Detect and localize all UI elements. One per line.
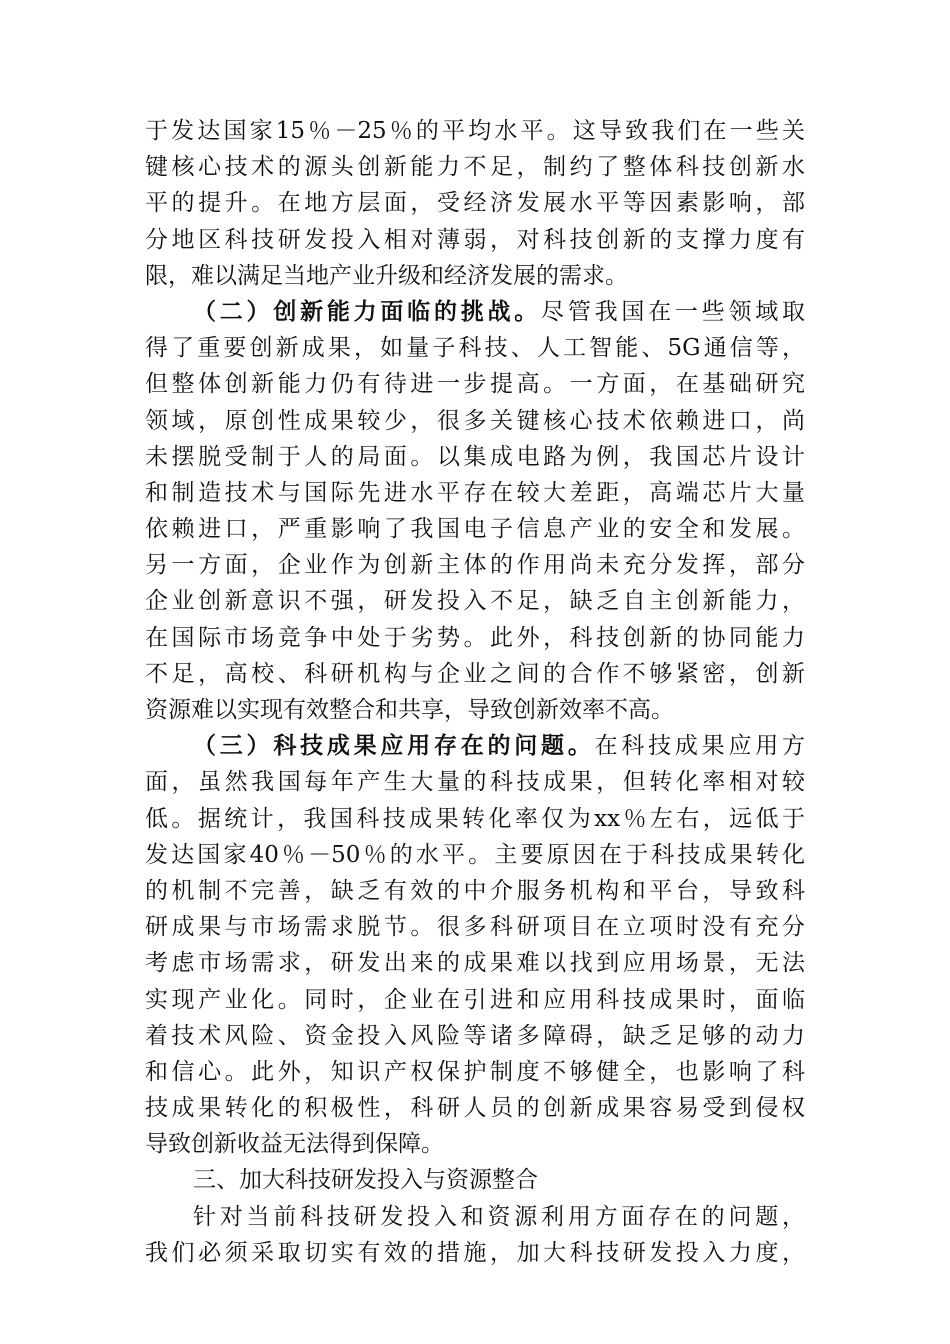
- text-line: [145, 728, 805, 764]
- text-line: 但整体创新能力仍有待进一步提高。一方面，在基础研究: [145, 371, 805, 398]
- text-span: 在科技成果应用方: [594, 733, 806, 760]
- text-line: 键核心技术的源头创新能力不足，制约了整体科技创新水: [145, 154, 805, 181]
- text-line: 发达国家40％－50％的水平。主要原因在于科技成果转化: [145, 841, 805, 868]
- text-line: 和制造技术与国际先进水平存在较大差距，高端芯片大量: [145, 479, 805, 506]
- text-line: 的机制不完善，缺乏有效的中介服务机构和平台，导致科: [145, 877, 805, 904]
- text-line: 于发达国家15％－25％的平均水平。这导致我们在一些关: [145, 118, 805, 144]
- document-body: [145, 113, 805, 1271]
- text-line: 企业创新意识不强，研发投入不足，缺乏自主创新能力，: [145, 588, 805, 615]
- subsection-heading: （二）创新能力面临的挑战。: [193, 297, 542, 325]
- text-line: 另一方面，企业作为创新主体的作用尚未充分发挥，部分: [145, 552, 805, 579]
- text-line: 在国际市场竞争中处于劣势。此外，科技创新的协同能力: [145, 624, 805, 651]
- text-line: [145, 294, 805, 330]
- paragraph-4: [145, 1199, 805, 1271]
- text-line: 低。据统计，我国科技成果转化率仅为xx％左右，远低于: [145, 805, 805, 832]
- subsection-heading: （三）科技成果应用存在的问题。: [193, 732, 595, 760]
- text-line: 我们必须采取切实有效的措施，加大科技研发投入力度，: [145, 1239, 805, 1266]
- text-line: 分地区科技研发投入相对薄弱，对科技创新的支撑力度有: [145, 226, 805, 253]
- text-line: 针对当前科技研发投入和资源利用方面存在的问题，: [193, 1203, 805, 1230]
- text-line: 平的提升。在地方层面，受经济发展水平等因素影响，部: [145, 190, 805, 217]
- text-line: 实现产业化。同时，企业在引进和应用科技成果时，面临: [145, 986, 805, 1013]
- text-line: 限，难以满足当地产业升级和经济发展的需求。: [145, 262, 628, 289]
- text-line: 技成果转化的积极性，科研人员的创新成果容易受到侵权: [145, 1095, 805, 1122]
- section-heading: 三、加大科技研发投入与资源整合: [193, 1167, 538, 1194]
- paragraph-1: [145, 113, 805, 294]
- text-line: 资源难以实现有效整合和共享，导致创新效率不高。: [145, 697, 674, 723]
- text-line: 依赖进口，严重影响了我国电子信息产业的安全和发展。: [145, 516, 805, 543]
- text-line: 和信心。此外，知识产权保护制度不够健全，也影响了科: [145, 1058, 805, 1085]
- text-line: 得了重要创新成果，如量子科技、人工智能、5G通信等，: [145, 335, 805, 362]
- text-span: 尽管我国在一些领域取: [541, 298, 806, 325]
- text-line: 研成果与市场需求脱节。很多科研项目在立项时没有充分: [145, 914, 805, 941]
- text-line: 领域，原创性成果较少，很多关键核心技术依赖进口，尚: [145, 407, 805, 434]
- text-line: 未摆脱受制于人的局面。以集成电路为例，我国芯片设计: [145, 443, 805, 470]
- text-line: 面，虽然我国每年产生大量的科技成果，但转化率相对较: [145, 769, 805, 796]
- text-line: 导致创新收益无法得到保障。: [145, 1131, 444, 1158]
- text-line: 不足，高校、科研机构与企业之间的合作不够紧密，创新: [145, 660, 805, 687]
- text-line: 考虑市场需求，研发出来的成果难以找到应用场景，无法: [145, 950, 805, 977]
- paragraph-2: [145, 294, 805, 728]
- paragraph-3: [145, 728, 805, 1162]
- text-line: 着技术风险、资金投入风险等诸多障碍，缺乏足够的动力: [145, 1022, 805, 1049]
